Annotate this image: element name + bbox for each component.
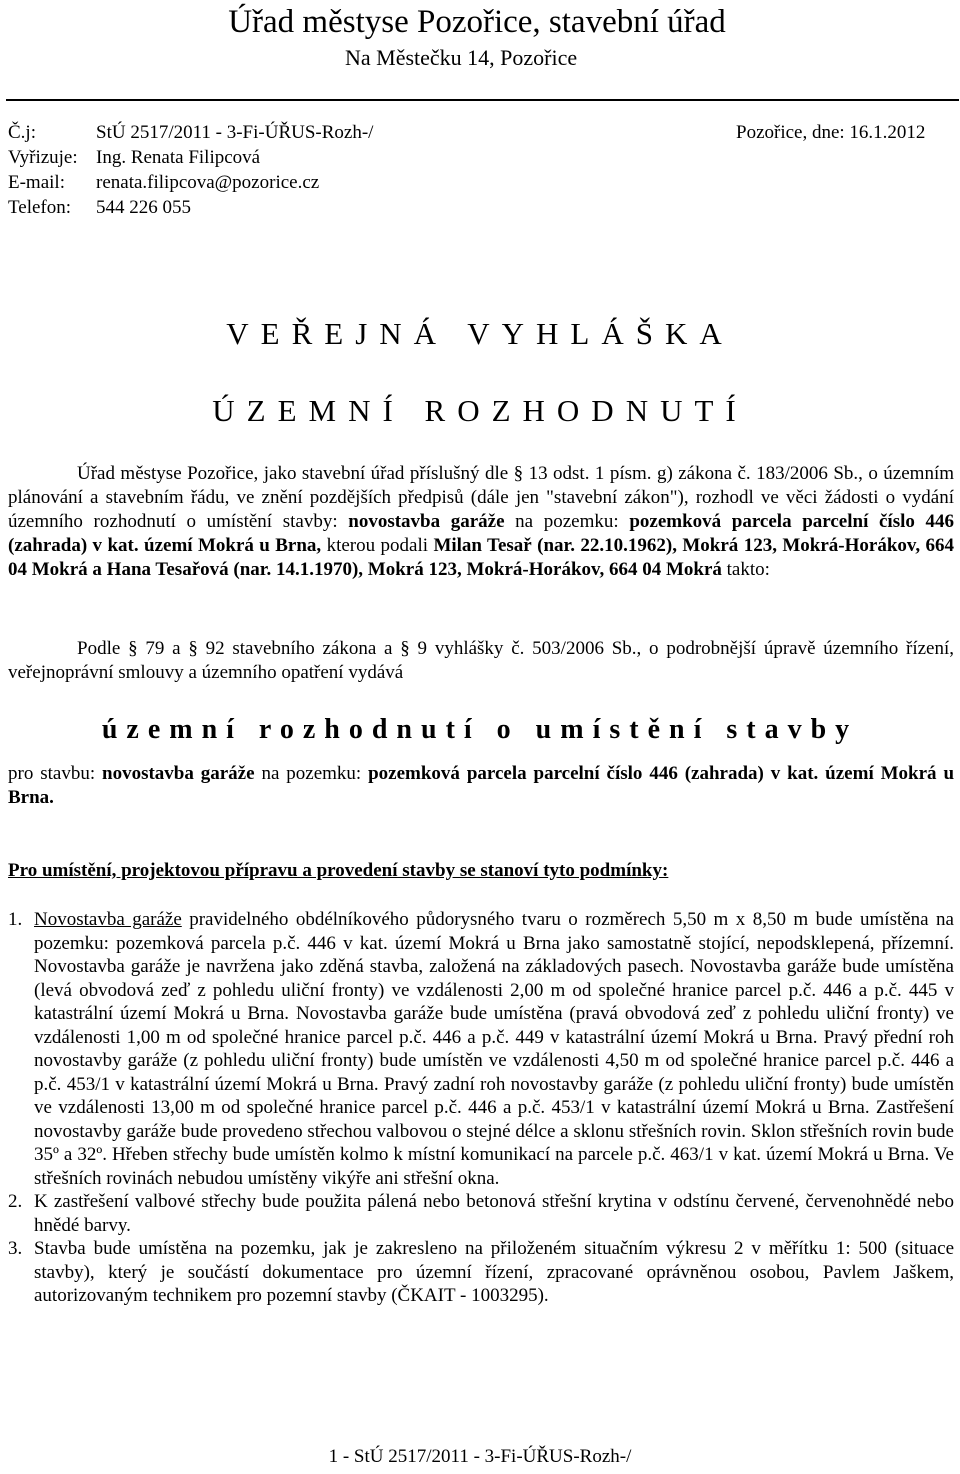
subject-paragraph — [8, 762, 954, 810]
page-footer — [0, 1446, 960, 1468]
intro-text-1: Úřad městyse Pozořice, jako stavební úřad příslušný dle — [77, 463, 514, 484]
subject-text-2: na pozemku: — [254, 763, 369, 784]
address-text: Na Městečku 14, Pozořice — [345, 45, 578, 70]
condition-text: K zastřešení valbové střechy bude použita pálená nebo betonová střešní krytina v odstínu červené, červenohnědé nebo hnědé barvy. — [34, 1191, 954, 1236]
footer-reference: 1 - StÚ 2517/2011 - 3-Fi-ÚŘUS-Rozh-/ — [328, 1446, 632, 1467]
conditions-list — [8, 908, 954, 1308]
legal-text-3: 92 stavebního zákona a — [197, 638, 401, 659]
subject-parcel: pozemková parcela parcelní číslo 446 (zahrada) v kat. území Mokrá u Brna. — [8, 763, 955, 808]
vyrizuje-value: Ing. Renata Filipcová — [96, 147, 261, 168]
office-heading — [0, 2, 960, 42]
email-value: renata.filipcova@pozorice.cz — [96, 172, 320, 193]
cj-value: StÚ 2517/2011 - 3-Fi-ÚŘUS-Rozh-/ — [96, 122, 374, 143]
document-date: Pozořice, dne: 16.1.2012 — [736, 122, 926, 143]
intro-structure: novostavba garáže — [348, 511, 505, 532]
phone-label: Telefon: — [8, 197, 72, 218]
public-notice-title: VEŘEJNÁ VYHLÁŠKA — [226, 316, 734, 351]
legal-text-4: 9 vyhlášky č. 503/2006 Sb., o podrobnější úpravě územního řízení, veřejnoprávní smlouvy a územního opatření vydává — [8, 638, 954, 683]
condition-text: Stavba bude umístěna na pozemku, jak je zakresleno na přiloženém situačním výkresu 2 v měřítku 1: 500 (situace stavby), který je součástí dokumentace pro územní řízení, zpracované oprávněnou osobou, Pavlem Jaškem, autorizovaným technikem pro pozemní stavby (ČKAIT - 1003295). — [34, 1238, 954, 1306]
conditions-heading: Pro umístění, projektovou přípravu a provedení stavby se stanoví tyto podmínky: — [8, 860, 669, 881]
condition-number: 2. — [8, 1191, 23, 1212]
section-sign: § — [188, 638, 198, 659]
condition-item — [8, 1237, 954, 1308]
decision-title: územní rozhodnutí o umístění stavby — [101, 714, 859, 745]
intro-paragraph — [8, 462, 954, 582]
legal-text-1: Podle — [77, 638, 129, 659]
office-name: Úřad městyse Pozořice, stavební úřad — [228, 4, 726, 40]
intro-text-5: takto: — [721, 559, 770, 580]
condition-item — [8, 1190, 954, 1237]
intro-text-3: na pozemku: — [504, 511, 630, 532]
section-sign: § — [400, 638, 410, 659]
condition-number: 1. — [8, 909, 23, 930]
section-sign: § — [128, 638, 138, 659]
condition-item — [8, 908, 954, 1190]
intro-parcel: pozemková parcela parcelní číslo 446 (zahrada) v kat. území Mokrá u Brna, — [8, 511, 955, 556]
intro-applicants: Milan Tesař (nar. 22.10.1962), Mokrá 123, Mokrá-Horákov, 664 04 Mokrá a Hana Tesařová (nar. 14.1.1970), Mokrá 123, Mokrá-Horákov, 664 04 Mokrá — [8, 535, 954, 580]
header-divider — [6, 99, 959, 101]
cj-label: Č.j: — [8, 122, 36, 143]
subject-structure: novostavba garáže — [102, 763, 255, 784]
vyrizuje-label: Vyřizuje: — [8, 147, 78, 168]
intro-text-4: kterou podali — [321, 535, 434, 556]
legal-text-2: 79 a — [137, 638, 189, 659]
condition-text: pravidelného obdélníkového půdorysného tvaru o rozměrech 5,50 m x 8,50 m bude umístěna na pozemku: pozemková parcela p.č. 446 v kat. území Mokrá u Brna jako samostatně stojící, nepodsklepená, přízemní. Novostavba garáže je navržena jako zděná stavba, založená na základových pasech. Novostavba garáže bude umístěna (levá obvodová zeď z pohledu uliční fronty) ve vzdálenosti 2,00 m od společné hranice parcel p.č. 446 a p.č. 445 v katastrální území Mokrá u Brna. Novostavba garáže bude umístěna (pravá obvodová zeď z pohledu uliční fronty) ve vzdálenosti 1,00 m od společné hranice parcel p.č. 446 a p.č. 449 v katastrální území Mokrá u Brna. Pravý přední roh novostavby garáže (z pohledu uliční fronty) bude umístěn ve vzdálenosti 4,50 m od společné hranice parcel p.č. 446 a p.č. 453/1 v katastrální území Mokrá u Brna. Pravý zadní roh novostavby garáže (z pohledu uliční fronty) bude umístěn ve vzdálenosti 13,00 m od společné hranice parcel p.č. 446 a p.č. 453/1 v katastrální území Mokrá u Brna. Zastřešení novostavby garáže bude provedeno střechou valbovou o stejné délce a sklonu střešních rovin. Sklon střešních rovin bude 35º a 32º. Hřeben střechy bude umístěn kolmo k místní komunikací na parcele p.č. 463/1 v kat. území Mokrá u Brna. Ve střešních rovinách nebudou umístěny vikýře ani střešní okna. — [34, 909, 954, 1189]
decision-type-title: ÚZEMNÍ ROZHODNUTÍ — [212, 393, 748, 428]
condition-number: 3. — [8, 1238, 23, 1259]
phone-value: 544 226 055 — [96, 197, 191, 218]
subject-text-1: pro stavbu: — [8, 763, 102, 784]
intro-text-2: 13 odst. 1 písm. g) zákona č. 183/2006 Sb., o územním plánování a stavebním řádu, ve znění pozdějších předpisů (dále jen "stavební zákon"), rozhodl ve věci žádosti o vydání územního rozhodnutí o umístění stavby: — [8, 463, 954, 532]
legal-basis-paragraph — [8, 637, 954, 685]
email-label: E-mail: — [8, 172, 65, 193]
section-sign: § — [513, 463, 524, 484]
condition-lead: Novostavba garáže — [34, 909, 182, 930]
